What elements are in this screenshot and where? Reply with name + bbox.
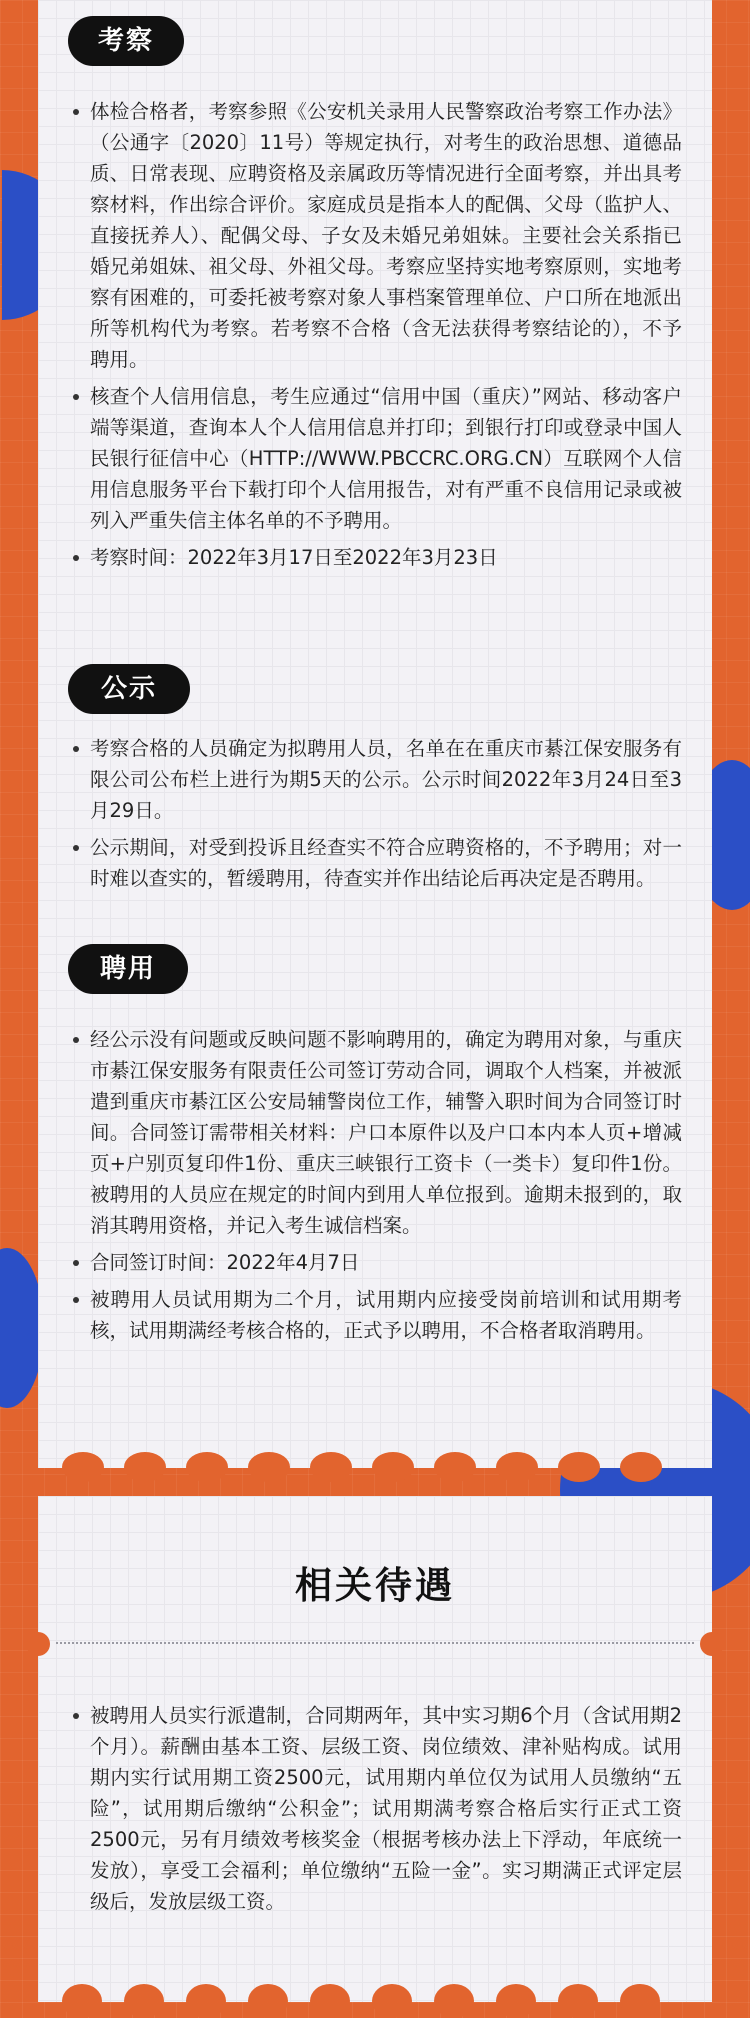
employment-list: [72, 1024, 682, 1352]
divider-notch: [26, 1632, 50, 1656]
dotted-divider: [56, 1642, 694, 1644]
publicity-list: [72, 733, 682, 900]
section-title-inspection: 考察: [68, 16, 184, 66]
list-item: 考察时间：2022年3月17日至2022年3月23日: [72, 542, 682, 573]
divider-notch: [700, 1632, 724, 1656]
list-item: 被聘用人员试用期为二个月，试用期内应接受岗前培训和试用期考核，试用期满经考核合格的，正式予以聘用，不合格者取消聘用。: [72, 1284, 682, 1346]
card-scallop-edge: [38, 1452, 712, 1482]
section-title-employment: 聘用: [68, 944, 188, 994]
inspection-list: [72, 96, 682, 579]
list-item: 经公示没有问题或反映问题不影响聘用的，确定为聘用对象，与重庆市綦江保安服务有限责任公司签订劳动合同，调取个人档案，并被派遣到重庆市綦江区公安局辅警岗位工作，辅警入职时间为合同签订时间。合同签订需带相关材料：户口本原件以及户口本内本人页+增减页+户别页复印件1份、重庆三峡银行工资卡（一类卡）复印件1份。被聘用的人员应在规定的时间内到用人单位报到。逾期未报到的，取消其聘用资格，并记入考生诚信档案。: [72, 1024, 682, 1241]
list-item: 被聘用人员实行派遣制，合同期两年，其中实习期6个月（含试用期2个月）。薪酬由基本工资、层级工资、岗位绩效、津补贴构成。试用期内实行试用期工资2500元，试用期内单位仅为试用人员缴纳“五险”，试用期后缴纳“公积金”；试用期满考察合格后实行正式工资2500元，另有月绩效考核奖金（根据考核办法上下浮动，年底统一发放），享受工会福利；单位缴纳“五险一金”。实习期满正式评定层级后，发放层级工资。: [72, 1700, 682, 1917]
section-title-benefits: 相关待遇: [295, 1564, 455, 1607]
list-item: 体检合格者，考察参照《公安机关录用人民警察政治考察工作办法》（公通字〔2020〕11号）等规定执行，对考生的政治思想、道德品质、日常表现、应聘资格及亲属政历等情况进行全面考察，并出具考察材料，作出综合评价。家庭成员是指本人的配偶、父母（监护人、直接抚养人）、配偶父母、子女及未婚兄弟姐妹。主要社会关系指已婚兄弟姐妹、祖父母、外祖父母。考察应坚持实地考察原则，实地考察有困难的，可委托被考察对象人事档案管理单位、户口所在地派出所等机构代为考察。若考察不合格（含无法获得考察结论的），不予聘用。: [72, 96, 682, 375]
benefits-list: [72, 1700, 682, 1923]
list-item: 公示期间，对受到投诉且经查实不符合应聘资格的，不予聘用；对一时难以查实的，暂缓聘用，待查实并作出结论后再决定是否聘用。: [72, 832, 682, 894]
list-item: 考察合格的人员确定为拟聘用人员，名单在在重庆市綦江保安服务有限公司公布栏上进行为期5天的公示。公示时间2022年3月24日至3月29日。: [72, 733, 682, 826]
section-title-publicity: 公示: [68, 664, 190, 714]
list-item: 核查个人信用信息，考生应通过“信用中国（重庆）”网站、移动客户端等渠道，查询本人个人信用信息并打印；到银行打印或登录中国人民银行征信中心（HTTP://WWW.PBCCRC.ORG.CN）互联网个人信用信息服务平台下载打印个人信用报告，对有严重不良信用记录或被列入严重失信主体名单的不予聘用。: [72, 381, 682, 536]
list-item: 合同签订时间：2022年4月7日: [72, 1247, 682, 1278]
